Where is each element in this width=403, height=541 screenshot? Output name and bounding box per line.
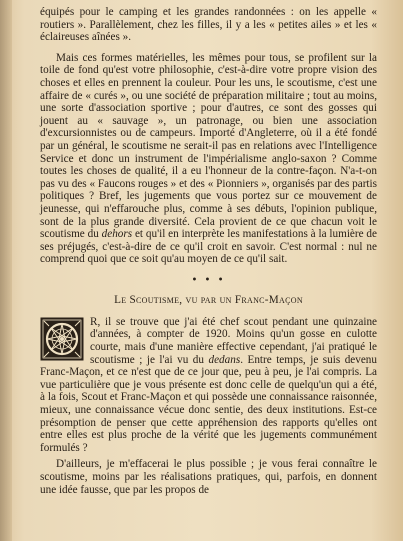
section-ornament — [40, 276, 377, 286]
page-spine-shadow — [0, 0, 12, 541]
paragraph-section-end: . Entre temps, je suis devenu Franc-Maçon, et ce n'est que de ce jour que, peu à peu, je l'ai compris. La vue particulière que je vous présente est donc celle de quelqu'un qui a été, à la fois, Scout et Franc-Maçon et qui possède une connaissance raisonnée, mieux, une connaissance vécue donc sentie, des deux institutions. Est-ce présomption de penser que cette appréhension des rapports qu'elles ont entre elles est plus proche de la vérité que les jugements communément formulés ? — [40, 353, 377, 454]
paragraph-main-emphasis: dehors — [101, 228, 133, 241]
dropcap-o-ornament — [40, 317, 84, 361]
ornament-dots: • • • — [191, 274, 226, 286]
paragraph-main-end: et qu'il en interprète les manifestations à la lumière de ses préjugés, c'est-à-dire de ce qu'il croit en savoir. C'est normal : nul ne comprend quoi que ce soit qu'au moyen de ce qu'il sait. — [40, 228, 377, 266]
paragraph-intro: équipés pour le camping et les grandes randonnées : on les appelle « routiers ». Parallèlement, chez les filles, il y a les « petites ailes » et les « éclaireuses aînées ». — [40, 6, 377, 44]
paragraph-section — [40, 316, 377, 455]
paragraph-main — [40, 52, 377, 266]
paragraph-last: D'ailleurs, je m'effacerai le plus possible ; je vous ferai connaître le scoutisme, moins par les réalisations pratiques, qui, parfois, en donnent une idée fausse, que par les propos de — [40, 458, 377, 496]
paragraph-section-emphasis: dedans — [208, 353, 241, 366]
section-heading-text: Le Scoutisme, vu par un Franc-Maçon — [114, 293, 303, 306]
paragraph-section-text: R, il se trouve que j'ai été chef scout pendant une quinzaine d'années, à compter de 1920. Moins qu'un gosse en culotte courte, mais d'une manière effective cependant, j'ai pratiqué le scoutisme ; je l'ai vu du — [90, 315, 377, 366]
section-heading — [40, 294, 377, 306]
paragraph-main-text: Mais ces formes matérielles, les mêmes pour tous, se profilent sur la toile de fond qu'est votre philosophie, c'est-à-dire votre propre vision des choses et elles en prennent la couleur. Pour les uns, le scoutisme, c'est une affaire de « curés », ou une société de préparation militaire ; tout au moins, une sorte d'association sportive ; pour d'autres, ce sont des gosses qui jouent au « sauvage », un patronage, ou bien une association d'excursionnistes ou de campeurs. Importé d'Angleterre, où il a été fondé par un général, le scoutisme ne serait-il pas en relations avec l'Intelligence Service et donc un instrument de l'impérialisme anglo-saxon ? Comme toutes les choses de qualité, il a eu l'honneur de la contre-façon. N'a-t-on pas vu des « Faucons rouges » et des « Pionniers », organisés par des partis politiques ? Bref, les jugements que vous portez sur ce mouvement de jeunesse, qui n'effarouche plus, comme à ses débuts, l'opinion publique, sont de la plus grande diversité. Cela provient de ce que chacun voit le scoutisme du — [40, 51, 377, 241]
